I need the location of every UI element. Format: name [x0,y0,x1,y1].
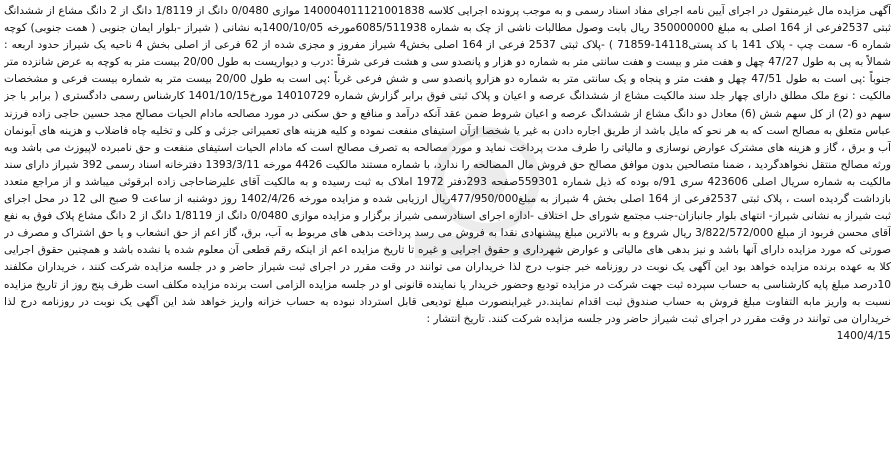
publication-date: 1400/4/15 [836,329,891,342]
notice-body: آگهی مزایده مال غیرمنقول در اجرای آیین نامه اجرای مفاد اسناد رسمی و به موجب پرونده اجرایی کلاسه 140004011121001838 موازی 0/0480 دانگ از 1/8119 دانگ از 2 دانگ مشاع از ششدانگ ثبتی 2537فرعی از 164 اصلی به مبلغ 350000000 ریال بابت وصول مطالبات ناشی از چک به شماره 6085/511938مورخه 1400/10/05به نشانی ( شیراز -بلوار ایمان جنوبی ( همت جنوبی) کوچه شماره 6- سمت چپ - پلاک 141 با کد پستی14118-71859 ) -پلاک ثبتی 2537 فرعی از 164 اصلی بخش4 شیراز مفروز و مجزی شده از 62 فرعی از اصلی بخش 4 ناحیه یک شیراز حدود اربعه : شمالاً به پی به طول 47/27 چهل و هفت متر و بیست و هفت سانتی متر به شماره دو هزار و پانصدو سی و هشت فرعی شرقاً :درب و دیواریست به طول 20/00 بیست متر به کوچه به عرض شانزده متر جنوباً :پی است به طول 47/51 چهل و هفت متر و پنجاه و یک سانتی متر به شماره دو هزارو پانصدو سی و شش فرعی غرباً :پی است به طول 20/00 بیست متر به شماره بیست فرعی و مشخصات مالکیت : نوع ملک مطلق دارای چهار جلد سند مالکیت مشاع از ششدانگ عرصه و اعیان و پلاک ثبتی فوق برابر گزارش شماره 14010729 مورخ1401/10/15 کارشناس رسمی دادگستری ( برابر با جز سهم دو (2) از کل سهم شش (6) معادل دو دانگ مشاع از ششدانگ عرصه و اعیان شروط ضمن عقد آنکه درآمد و منافع و حق سکنی در مورد مصالحه مادام الحیات مصالح مجد حسین حاجی زاده فرزند عباس متعلق به مصالح است که به هر نحو که مایل باشد از طریق اجاره دادن به غیر یا شخصا ازآن استیفای منفعت نموده و کلیه هزینه های تعمیراتی جزئی و کلی و تخلیه چاه فاضلاب و هزینه های آبونمان آب و برق ، گاز و هزینه های مشترک عوارض نوسازی و مالیاتی را طرف مدت پرداخت نماید و مورد مصالحه به تصرف مصالح است که مادام الحیات استیفای منفعت و حق نامبرده لاپیوزث می باشد وبه ورثه مصالح منتقل نخواهدگردید ، ضمنا متصالحین بدون موافق مصالح حق فروش مال المصالحه را ندارد، با شماره مستند مالکیت 4426 مورخه 1393/3/11 دفترخانه اسناد رسمی 392 شیراز دارای سند مالکیت به شماره سریال اصلی 423606 سری 91/ه بوده که ذیل شماره 559301صفحه 293دفتر 1972 املاک به ثبت رسیده و به مالکیت آقای علیرضاحاجی زاده ابرقوئی میباشد و از مراجع متعدد بازداشت گردیده است ، پلاک ثبتی 2537فرعی از 164 اصلی بخش 4 شیراز به مبلغ477/950/000ریال ارزیابی شده و مزایده مورخه 1402/4/26 روز دوشنبه از ساعت 9 صبح الی 12 در محل اجرای ثبت شیراز به نشانی شیراز- انتهای بلوار جانبازان-جنب مجتمع شورای حل اختلاف -اداره اجرای اسنادرسمی شیراز برگزار و مزایده موازی 0/0480 دانگ از 1/8119 دانگ از 2 دانگ مشاع پلاک فوق به نفع آقای محسن فربود از مبلغ 3/822/572/000 ریال شروع و به بالاترین مبلغ پیشنهادی نقدا به فروش می رسد پرداخت بدهی های مربوط به آب، برق، گاز اعم از حق انشعاب و یا حق اشتراک و مصرف در صورتی که مورد مزایده دارای آنها باشد و نیز بدهی های مالیاتی و عوارض شهرداری و حقوق اجرایی و غیره تا تاریخ مزایده اعم از اینکه رقم قطعی آن معلوم شده یا نشده باشد و همچنین حقوق اجرایی کلا به عهده برنده مزایده خواهد بود این آگهی یک نوبت در روزنامه خبر جنوب درج لذا خریداران می توانند در وقت مقرر در اجرای ثبت شیراز حاضر و در جلسه مزایده شرکت کنند ، خریداران مکلفند 10درصد مبلغ پایه کارشناسی به حساب سپرده ثبت جهت شرکت در مزایده تودیع وحضور خریدار یا نماینده قانونی او در جلسه مزایده الزامی است برنده مزایده مکلف است ظرف پنج روز از تاریخ مزایده نسبت به واریز مابه التفاوت مبلغ فروش به حساب صندوق ثبت اقدام نمایند.در غیراینصورت مبلغ تودیعی قابل استرداد نبوده به حساب خزانه واریز خواهد شد این آگهی یک نوبت در روزنامه درج لذا خریداران می توانند در وقت مقرر در اجرای ثبت شیراز حاضر ودر جلسه مزایده شرکت کنند. تاریخ انتشار : [4,5,891,325]
auction-notice [4,3,891,448]
